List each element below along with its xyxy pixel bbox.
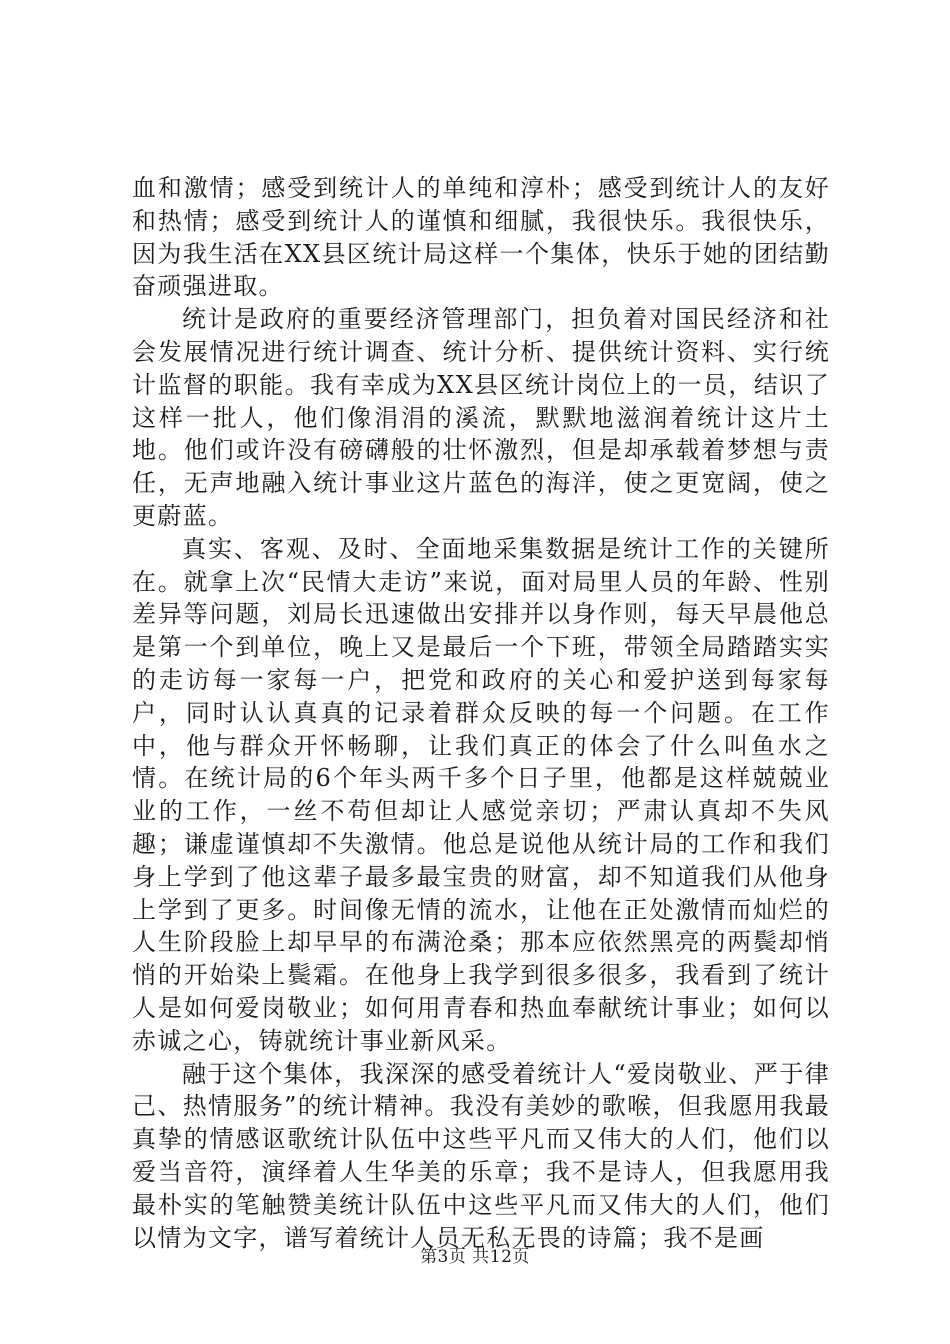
page-number-footer: 第3页 共12页 <box>420 1247 530 1267</box>
paragraph-statistics-role: 统计是政府的重要经济管理部门，担负着对国民经济和社会发展情况进行统计调查、统计分析、提供统计资料、实行统计监督的职能。我有幸成为XX县区统计岗位上的一员，结识了这样一批人，他们像涓涓的溪流，默默地滋润着统计这片土地。他们或许没有磅礴般的壮怀激烈，但是却承载着梦想与责任，无声地融入统计事业这片蓝色的海洋，使之更宽阔，使之更蔚蓝。 <box>132 305 830 530</box>
document-body <box>132 172 830 1254</box>
paragraph-collective-spirit: 融于这个集体，我深深的感受着统计人“爱岗敬业、严于律己、热情服务”的统计精神。我没有美妙的歌喉，但我愿用我最真挚的情感讴歌统计队伍中这些平凡而又伟大的人们，他们以爱当音符，演绎着人生华美的乐章；我不是诗人，但我愿用我最朴实的笔触赞美统计队伍中这些平凡而又伟大的人们，他们以情为文字，谱写着统计人员无私无畏的诗篇；我不是画 <box>132 1059 830 1252</box>
paragraph-continuation: 血和激情；感受到统计人的单纯和淳朴；感受到统计人的友好和热情；感受到统计人的谨慎和细腻，我很快乐。我很快乐，因为我生活在XX县区统计局这样一个集体，快乐于她的团结勤奋顽强进取。 <box>132 174 830 301</box>
paragraph-data-collection: 真实、客观、及时、全面地采集数据是统计工作的关键所在。就拿上次“民情大走访”来说，面对局里人员的年龄、性别差异等问题，刘局长迅速做出安排并以身作则，每天早晨他总是第一个到单位，晚上又是最后一个下班，带领全局踏踏实实的走访每一家每一户，把党和政府的关心和爱护送到每家每户，同时认认真真的记录着群众反映的每一个问题。在工作中，他与群众开怀畅聊，让我们真正的体会了什么叫鱼水之情。在统计局的6个年头两千多个日子里，他都是这样兢兢业业的工作，一丝不苟但却让人感觉亲切；严肃认真却不失风趣；谦虚谨慎却不失激情。他总是说他从统计局的工作和我们身上学到了他这辈子最多最宝贵的财富，却不知道我们从他身上学到了更多。时间像无情的流水，让他在正处激情而灿烂的人生阶段脸上却早早的布满沧桑；那本应依然黑亮的两鬓却悄悄的开始染上鬓霜。在他身上我学到很多很多，我看到了统计人是如何爱岗敬业；如何用青春和热血奉献统计事业；如何以赤诚之心，铸就统计事业新风采。 <box>132 534 830 1055</box>
